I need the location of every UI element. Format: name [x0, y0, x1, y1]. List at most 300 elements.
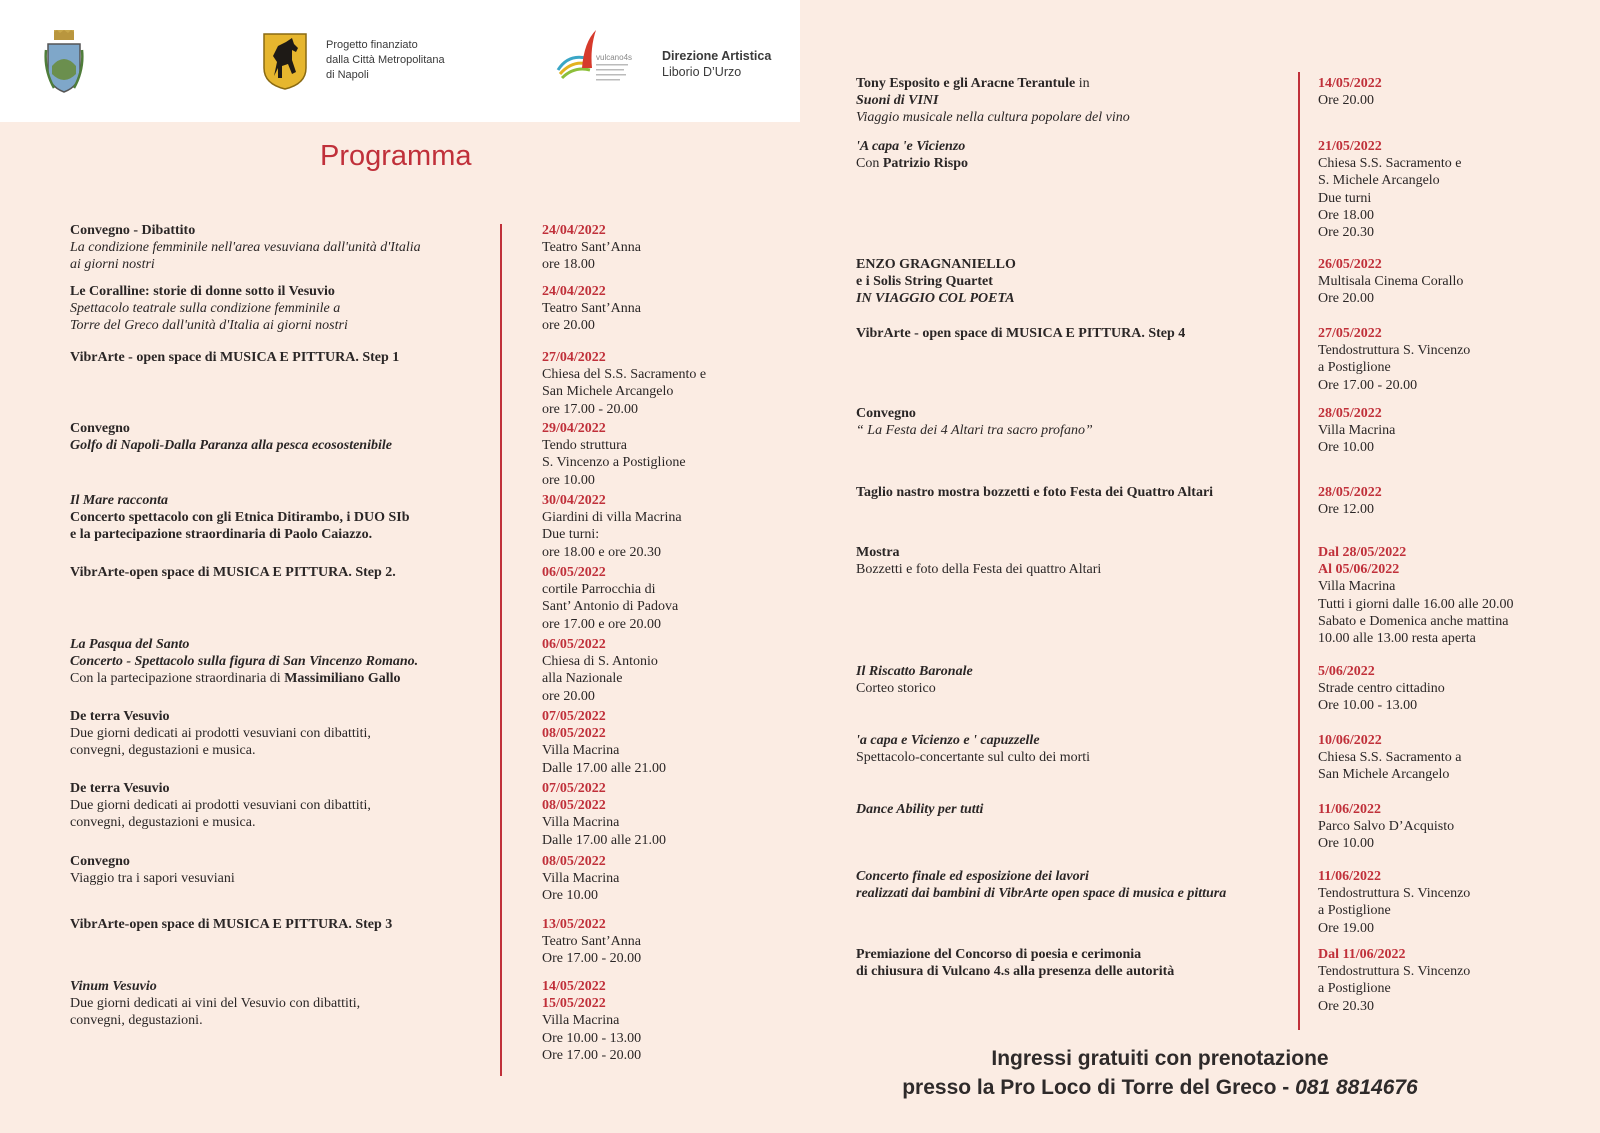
event-entry-line [70, 653, 510, 670]
event-entry-line [70, 564, 510, 581]
date-venue-entry-line [1318, 138, 1568, 155]
event-entry-line [856, 405, 1296, 422]
date-venue-entry-line [1318, 405, 1568, 422]
event-entry [70, 420, 510, 454]
date-venue-entry-text: Villa Macrina [1318, 423, 1396, 439]
date-venue-entry-line [542, 780, 792, 797]
date-venue-entry-line [542, 526, 792, 543]
date-venue-entry-text: ore 18.00 [542, 257, 595, 273]
date-venue-entry-text: 08/05/2022 [542, 726, 606, 742]
date-venue-entry-line [1318, 578, 1568, 595]
date-venue-entry-line [542, 933, 792, 950]
date-venue-entry-line [542, 1047, 792, 1064]
date-venue-entry [542, 780, 792, 849]
event-entry-line [70, 780, 510, 797]
event-entry [856, 663, 1296, 697]
event-entry [70, 222, 510, 274]
date-venue-entry [1318, 484, 1568, 518]
date-venue-entry-line [1318, 835, 1568, 852]
event-entry-line [70, 256, 510, 273]
booking-footer [850, 1044, 1470, 1102]
date-venue-entry-line [542, 509, 792, 526]
date-venue-entry-text: 28/05/2022 [1318, 485, 1382, 500]
date-venue-entry-line [1318, 920, 1568, 937]
event-entry-text: Bozzetti e foto della Festa dei quattro Altari [856, 562, 1102, 578]
date-venue-entry-text: alla Nazionale [542, 671, 623, 687]
date-venue-entry-text: Villa Macrina [542, 871, 620, 887]
date-venue-entry-line [542, 670, 792, 687]
date-venue-entry-text: 15/05/2022 [542, 996, 606, 1012]
date-venue-entry-line [542, 1030, 792, 1047]
date-venue-entry-text: Dal 11/06/2022 [1318, 947, 1406, 962]
date-venue-entry-line [1318, 377, 1568, 394]
date-venue-entry-line [1318, 92, 1568, 109]
event-entry [856, 732, 1296, 766]
date-venue-entry-line [1318, 885, 1568, 902]
event-entry-line [70, 283, 510, 300]
booking-location [850, 1073, 1470, 1102]
date-venue-entry-line [542, 995, 792, 1012]
vulcano-logo-icon [556, 28, 646, 88]
date-venue-entry-line [1318, 155, 1568, 172]
date-venue-entry-line [542, 492, 792, 509]
date-venue-entry-text: Ore 20.00 [1318, 291, 1374, 307]
event-entry-text: e i Solis String Quartet [856, 274, 993, 290]
artistic-direction-title: Direzione Artistica [662, 49, 772, 63]
date-venue-entry-line [1318, 439, 1568, 456]
date-venue-entry-line [1318, 359, 1568, 376]
date-venue-entry-text: 07/05/2022 [542, 709, 606, 724]
event-entry-line [856, 801, 1296, 818]
date-venue-entry [1318, 946, 1568, 1015]
event-entry-text: convegni, degustazioni. [70, 1013, 203, 1029]
event-entry-line [856, 155, 1296, 172]
event-entry-line [70, 300, 510, 317]
event-entry-text: Taglio nastro mostra bozzetti e foto Festa dei Quattro Altari [856, 485, 1214, 500]
event-entry-text: La Pasqua del Santo [70, 637, 190, 652]
date-venue-entry-line [1318, 290, 1568, 307]
date-venue-entry-text: ore 18.00 e ore 20.30 [542, 544, 661, 560]
event-entry-text: Con la partecipazione straordinaria di [70, 671, 285, 687]
date-venue-entry-text: Giardini di villa Macrina [542, 510, 682, 526]
financing-line: Progetto finanziato [326, 39, 418, 51]
event-entry [70, 978, 510, 1030]
date-venue-entry-line [1318, 801, 1568, 818]
event-entry-text: Dance Ability per tutti [856, 802, 984, 817]
event-entry-line [70, 317, 510, 334]
date-venue-entry-line [1318, 963, 1568, 980]
event-entry-text: Vinum Vesuvio [70, 979, 157, 994]
date-venue-entry [1318, 256, 1568, 308]
date-venue-entry-text: 14/05/2022 [542, 979, 606, 994]
event-entry-text: De terra Vesuvio [70, 709, 170, 724]
date-venue-entry [542, 420, 792, 489]
event-entry-text: Tony Esposito e gli Aracne Terantule [856, 76, 1079, 91]
event-entry-text: Spettacolo teatrale sulla condizione femminile a [70, 301, 341, 317]
date-venue-entry-text: San Michele Arcangelo [1318, 767, 1450, 783]
date-venue-entry-text: Villa Macrina [542, 815, 620, 831]
event-entry-line [856, 484, 1296, 501]
date-venue-entry [1318, 868, 1568, 937]
phone-number: 081 8814676 [1295, 1076, 1418, 1099]
date-venue-entry-line [1318, 613, 1568, 630]
date-venue-entry-text: San Michele Arcangelo [542, 384, 674, 400]
date-venue-entry-text: ore 10.00 [542, 472, 595, 488]
date-venue-entry-line [542, 708, 792, 725]
event-entry [856, 946, 1296, 980]
date-venue-entry-text: 06/05/2022 [542, 565, 606, 580]
event-entry-text: Due giorni dedicati ai prodotti vesuviani con dibattiti, [70, 798, 371, 814]
date-venue-entry-text: Ore 20.30 [1318, 998, 1374, 1014]
date-venue-entry-text: ore 17.00 - 20.00 [542, 401, 639, 417]
event-entry-text: VibrArte-open space di MUSICA E PITTURA. Step 2. [70, 565, 396, 580]
date-venue-entry-text: Parco Salvo D’Acquisto [1318, 819, 1455, 835]
event-entry-line [70, 239, 510, 256]
event-entry-line [70, 222, 510, 239]
date-venue-entry-text: Ore 20.00 [1318, 93, 1374, 109]
event-entry-line [70, 509, 510, 526]
date-venue-entry-line [542, 222, 792, 239]
date-venue-entry-line [542, 239, 792, 256]
date-venue-entry [542, 564, 792, 633]
date-venue-entry-line [1318, 946, 1568, 963]
date-venue-entry-text: Ore 10.00 [542, 888, 598, 904]
date-venue-entry-line [1318, 273, 1568, 290]
event-entry-line [856, 946, 1296, 963]
event-entry-line [856, 92, 1296, 109]
event-entry-line [70, 349, 510, 366]
event-entry-line [856, 732, 1296, 749]
event-entry-line [856, 663, 1296, 680]
date-venue-entry-line [542, 916, 792, 933]
date-venue-entry-text: Due turni [1318, 190, 1372, 206]
date-venue-entry-line [1318, 998, 1568, 1015]
event-entry-text: Le Coralline: storie di donne sotto il Vesuvio [70, 284, 335, 299]
event-entry-text: La condizione femminile nell'area vesuviana dall'unità d'Italia [70, 240, 421, 256]
date-venue-entry-text: 11/06/2022 [1318, 869, 1382, 884]
date-venue-entry-line [542, 978, 792, 995]
event-entry-text: Viaggio tra i sapori vesuviani [70, 871, 235, 887]
event-entry-line [856, 109, 1296, 126]
free-entry-note: Ingressi gratuiti con prenotazione [991, 1047, 1329, 1070]
horse-emblem-icon [262, 32, 308, 90]
svg-text:vulcano4s: vulcano4s [596, 53, 633, 62]
event-entry-text: Concerto - Spettacolo sulla figura di San Vincenzo Romano. [70, 654, 419, 670]
date-venue-entry-text: 27/04/2022 [542, 350, 606, 365]
date-venue-entry-line [542, 256, 792, 273]
event-entry-text: Concerto spettacolo con gli Etnica Ditirambo, i DUO SIb [70, 510, 410, 526]
date-venue-entry-line [542, 950, 792, 967]
date-venue-entry-text: cortile Parrocchia di [542, 582, 656, 598]
date-venue-entry-text: Teatro Sant’Anna [542, 240, 641, 256]
date-venue-entry [1318, 325, 1568, 394]
date-venue-entry-line [542, 814, 792, 831]
date-venue-entry-line [542, 636, 792, 653]
date-venue-entry-text: 08/05/2022 [542, 798, 606, 814]
date-venue-entry-line [1318, 818, 1568, 835]
date-venue-entry-text: Sant’ Antonio di Padova [542, 599, 679, 615]
date-venue-entry-text: a Postiglione [1318, 981, 1391, 997]
event-entry-text: 'a capa e Vicienzo e ' capuzzelle [856, 733, 1040, 748]
event-entry-line [70, 492, 510, 509]
date-venue-entry-line [1318, 172, 1568, 189]
date-venue-entry-line [542, 564, 792, 581]
date-venue-entry-line [542, 1012, 792, 1029]
page-title: Programma [320, 140, 472, 172]
artistic-direction [662, 48, 771, 80]
event-entry-text: Due giorni dedicati ai prodotti vesuviani con dibattiti, [70, 726, 371, 742]
event-entry [70, 708, 510, 760]
date-venue-entry-text: Strade centro cittadino [1318, 681, 1445, 697]
date-venue-entry-line [542, 760, 792, 777]
date-venue-entry-line [542, 853, 792, 870]
event-entry [856, 325, 1296, 342]
event-entry-line [856, 138, 1296, 155]
date-venue-entry-line [1318, 325, 1568, 342]
date-venue-entry-text: Ore 18.00 [1318, 207, 1374, 223]
event-entry-line [70, 526, 510, 543]
event-entry [70, 916, 510, 933]
artistic-director-name: Liborio D’Urzo [662, 65, 742, 79]
date-venue-entry-line [542, 544, 792, 561]
date-venue-entry-line [1318, 630, 1568, 647]
date-venue-entry-text: Tendostruttura S. Vincenzo [1318, 343, 1471, 359]
date-venue-entry-text: Chiesa S.S. Sacramento e [1318, 156, 1462, 172]
event-entry-line [70, 814, 510, 831]
event-entry [70, 853, 510, 887]
event-entry-text: realizzati dai bambini di VibrArte open space di musica e pittura [856, 886, 1227, 902]
event-entry-line [70, 636, 510, 653]
event-entry-text: Torre del Greco dall'unità d'Italia ai giorni nostri [70, 318, 348, 334]
date-venue-entry [542, 978, 792, 1064]
date-venue-entry-line [542, 401, 792, 418]
date-venue-entry-text: Villa Macrina [542, 1013, 620, 1029]
event-entry [856, 405, 1296, 439]
date-venue-entry-line [1318, 980, 1568, 997]
event-entry-line [70, 725, 510, 742]
date-venue-entry-text: Tendo struttura [542, 438, 627, 454]
date-venue-entry [1318, 663, 1568, 715]
date-venue-entry-text: 10/06/2022 [1318, 733, 1382, 748]
date-venue-entry-line [1318, 732, 1568, 749]
date-venue-entry-text: Teatro Sant’Anna [542, 301, 641, 317]
event-entry [856, 138, 1296, 172]
date-venue-entry-text: 08/05/2022 [542, 854, 606, 869]
event-entry [70, 564, 510, 581]
date-venue-entry-line [542, 653, 792, 670]
event-entry-text: Con [856, 156, 883, 172]
event-entry-text: Premiazione del Concorso di poesia e cerimonia [856, 947, 1142, 962]
date-venue-entry-line [542, 420, 792, 437]
right-divider [1298, 72, 1300, 1030]
event-entry-text: ENZO GRAGNANIELLO [856, 257, 1016, 272]
event-entry-text: Il Mare racconta [70, 493, 168, 508]
event-entry [856, 801, 1296, 818]
date-venue-entry-text: Ore 10.00 [1318, 836, 1374, 852]
event-entry [70, 780, 510, 832]
event-entry-line [70, 797, 510, 814]
event-entry-line [70, 420, 510, 437]
date-venue-entry-text: Chiesa del S.S. Sacramento e [542, 367, 707, 383]
event-entry-line [70, 1012, 510, 1029]
date-venue-entry-line [542, 366, 792, 383]
date-venue-entry-text: 27/05/2022 [1318, 326, 1382, 341]
event-entry-line [856, 868, 1296, 885]
date-venue-entry-text: Teatro Sant’Anna [542, 934, 641, 950]
date-venue-entry-text: 24/04/2022 [542, 223, 606, 238]
event-entry-text: Il Riscatto Baronale [856, 664, 973, 679]
event-entry-text: Convegno - Dibattito [70, 223, 196, 238]
date-venue-entry-text: 26/05/2022 [1318, 257, 1382, 272]
event-entry-text: Convegno [70, 854, 130, 869]
date-venue-entry-text: Sabato e Domenica anche mattina [1318, 613, 1509, 629]
event-entry-text: Spettacolo-concertante sul culto dei morti [856, 750, 1091, 766]
event-entry-line [856, 422, 1296, 439]
date-venue-entry-line [1318, 749, 1568, 766]
date-venue-entry-text: a Postiglione [1318, 360, 1391, 376]
date-venue-entry [542, 636, 792, 705]
date-venue-entry-text: 13/05/2022 [542, 917, 606, 932]
date-venue-entry [542, 916, 792, 968]
date-venue-entry-text: S. Michele Arcangelo [1318, 173, 1440, 189]
event-entry-text: VibrArte - open space di MUSICA E PITTURA. Step 4 [856, 326, 1186, 341]
event-entry-text: Due giorni dedicati ai vini del Vesuvio con dibattiti, [70, 996, 361, 1012]
date-venue-entry-text: S. Vincenzo a Postiglione [542, 455, 686, 471]
event-entry-line [70, 916, 510, 933]
date-venue-entry-line [1318, 256, 1568, 273]
date-venue-entry-text: Ore 10.00 - 13.00 [542, 1030, 642, 1046]
date-venue-entry-line [542, 616, 792, 633]
date-venue-entry-text: 30/04/2022 [542, 493, 606, 508]
financing-line: di Napoli [326, 69, 369, 81]
date-venue-entry-line [542, 383, 792, 400]
date-venue-entry-text: Dalle 17.00 alle 21.00 [542, 832, 667, 848]
date-venue-entry-text: ore 17.00 e ore 20.00 [542, 616, 661, 632]
date-venue-entry-text: 28/05/2022 [1318, 406, 1382, 421]
date-venue-entry-line [1318, 663, 1568, 680]
date-venue-entry-text: Villa Macrina [542, 743, 620, 759]
event-entry-text: De terra Vesuvio [70, 781, 170, 796]
event-entry-text: IN VIAGGIO COL POETA [856, 291, 1015, 307]
date-venue-entry-text: 5/06/2022 [1318, 664, 1375, 679]
event-entry-text: ai giorni nostri [70, 257, 155, 273]
event-entry-line [70, 853, 510, 870]
financing-line: dalla Città Metropolitana [326, 54, 445, 66]
event-entry-line [856, 290, 1296, 307]
date-venue-entry-line [1318, 902, 1568, 919]
date-venue-entry-line [1318, 342, 1568, 359]
event-entry-text: in [1078, 76, 1090, 91]
date-venue-entry-text: Chiesa di S. Antonio [542, 654, 658, 670]
financing-note [326, 38, 445, 83]
date-venue-entry [1318, 138, 1568, 241]
event-entry [70, 492, 510, 544]
date-venue-entry-text: 24/04/2022 [542, 284, 606, 299]
event-entry-line [856, 963, 1296, 980]
date-venue-entry [1318, 75, 1568, 109]
date-venue-entry-line [1318, 766, 1568, 783]
date-venue-entry-text: Tutti i giorni dalle 16.00 alle 20.00 [1318, 596, 1514, 612]
date-venue-entry-line [542, 581, 792, 598]
date-venue-entry-text: Due turni: [542, 527, 600, 543]
town-crest-icon [44, 30, 84, 94]
date-venue-entry-text: Ore 10.00 [1318, 440, 1374, 456]
date-venue-entry-line [1318, 484, 1568, 501]
date-venue-entry-line [542, 300, 792, 317]
date-venue-entry-text: Ore 17.00 - 20.00 [542, 1047, 642, 1063]
date-venue-entry-text: 10.00 alle 13.00 resta aperta [1318, 631, 1476, 647]
sponsor-header [0, 0, 800, 122]
event-entry-line [70, 670, 510, 687]
date-venue-entry-text: ore 20.00 [542, 688, 595, 704]
event-entry [856, 484, 1296, 501]
date-venue-entry-line [1318, 868, 1568, 885]
date-venue-entry-line [542, 437, 792, 454]
event-entry-text: convegni, degustazioni e musica. [70, 743, 256, 759]
date-venue-entry-line [542, 725, 792, 742]
event-entry-text: VibrArte - open space di MUSICA E PITTURA. Step 1 [70, 350, 400, 365]
event-entry-line [856, 256, 1296, 273]
event-entry-line [856, 273, 1296, 290]
event-entry-text: Convegno [70, 421, 130, 436]
date-venue-entry-line [1318, 75, 1568, 92]
event-entry-line [856, 749, 1296, 766]
event-entry [856, 868, 1296, 902]
date-venue-entry-line [542, 887, 792, 904]
date-venue-entry-line [542, 870, 792, 887]
date-venue-entry-line [542, 454, 792, 471]
event-entry-line [70, 708, 510, 725]
event-entry [856, 256, 1296, 308]
event-entry-text: Suoni di VINI [856, 93, 939, 109]
event-entry-text: Viaggio musicale nella cultura popolare del vino [856, 110, 1130, 126]
date-venue-entry-line [1318, 544, 1568, 561]
date-venue-entry-line [542, 283, 792, 300]
event-entry-line [856, 325, 1296, 342]
date-venue-entry-text: 06/05/2022 [542, 637, 606, 652]
event-entry [70, 283, 510, 335]
date-venue-entry-text: Al 05/06/2022 [1318, 562, 1400, 578]
date-venue-entry-text: 29/04/2022 [542, 421, 606, 436]
date-venue-entry-line [1318, 224, 1568, 241]
date-venue-entry-text: Villa Macrina [1318, 579, 1396, 595]
date-venue-entry-text: Ore 17.00 - 20.00 [542, 951, 642, 967]
date-venue-entry-text: 11/06/2022 [1318, 802, 1382, 817]
date-venue-entry-line [542, 797, 792, 814]
date-venue-entry-line [1318, 190, 1568, 207]
event-entry-line [70, 437, 510, 454]
date-venue-entry [542, 283, 792, 335]
date-venue-entry [542, 349, 792, 418]
date-venue-entry-text: 14/05/2022 [1318, 76, 1382, 91]
event-entry-text: di chiusura di Vulcano 4.s alla presenza delle autorità [856, 964, 1175, 980]
event-entry-line [856, 885, 1296, 902]
date-venue-entry-text: Tendostruttura S. Vincenzo [1318, 964, 1471, 980]
date-venue-entry-line [542, 598, 792, 615]
event-entry-line [70, 870, 510, 887]
date-venue-entry-text: ore 20.00 [542, 318, 595, 334]
event-entry-line [70, 742, 510, 759]
event-entry-line [856, 544, 1296, 561]
date-venue-entry-line [542, 349, 792, 366]
date-venue-entry-text: Ore 19.00 [1318, 920, 1374, 936]
date-venue-entry-line [542, 832, 792, 849]
date-venue-entry-text: Multisala Cinema Corallo [1318, 274, 1464, 290]
date-venue-entry [1318, 732, 1568, 784]
date-venue-entry [1318, 801, 1568, 853]
date-venue-entry-text: Tendostruttura S. Vincenzo [1318, 886, 1471, 902]
date-venue-entry-text: Dal 28/05/2022 [1318, 545, 1407, 560]
